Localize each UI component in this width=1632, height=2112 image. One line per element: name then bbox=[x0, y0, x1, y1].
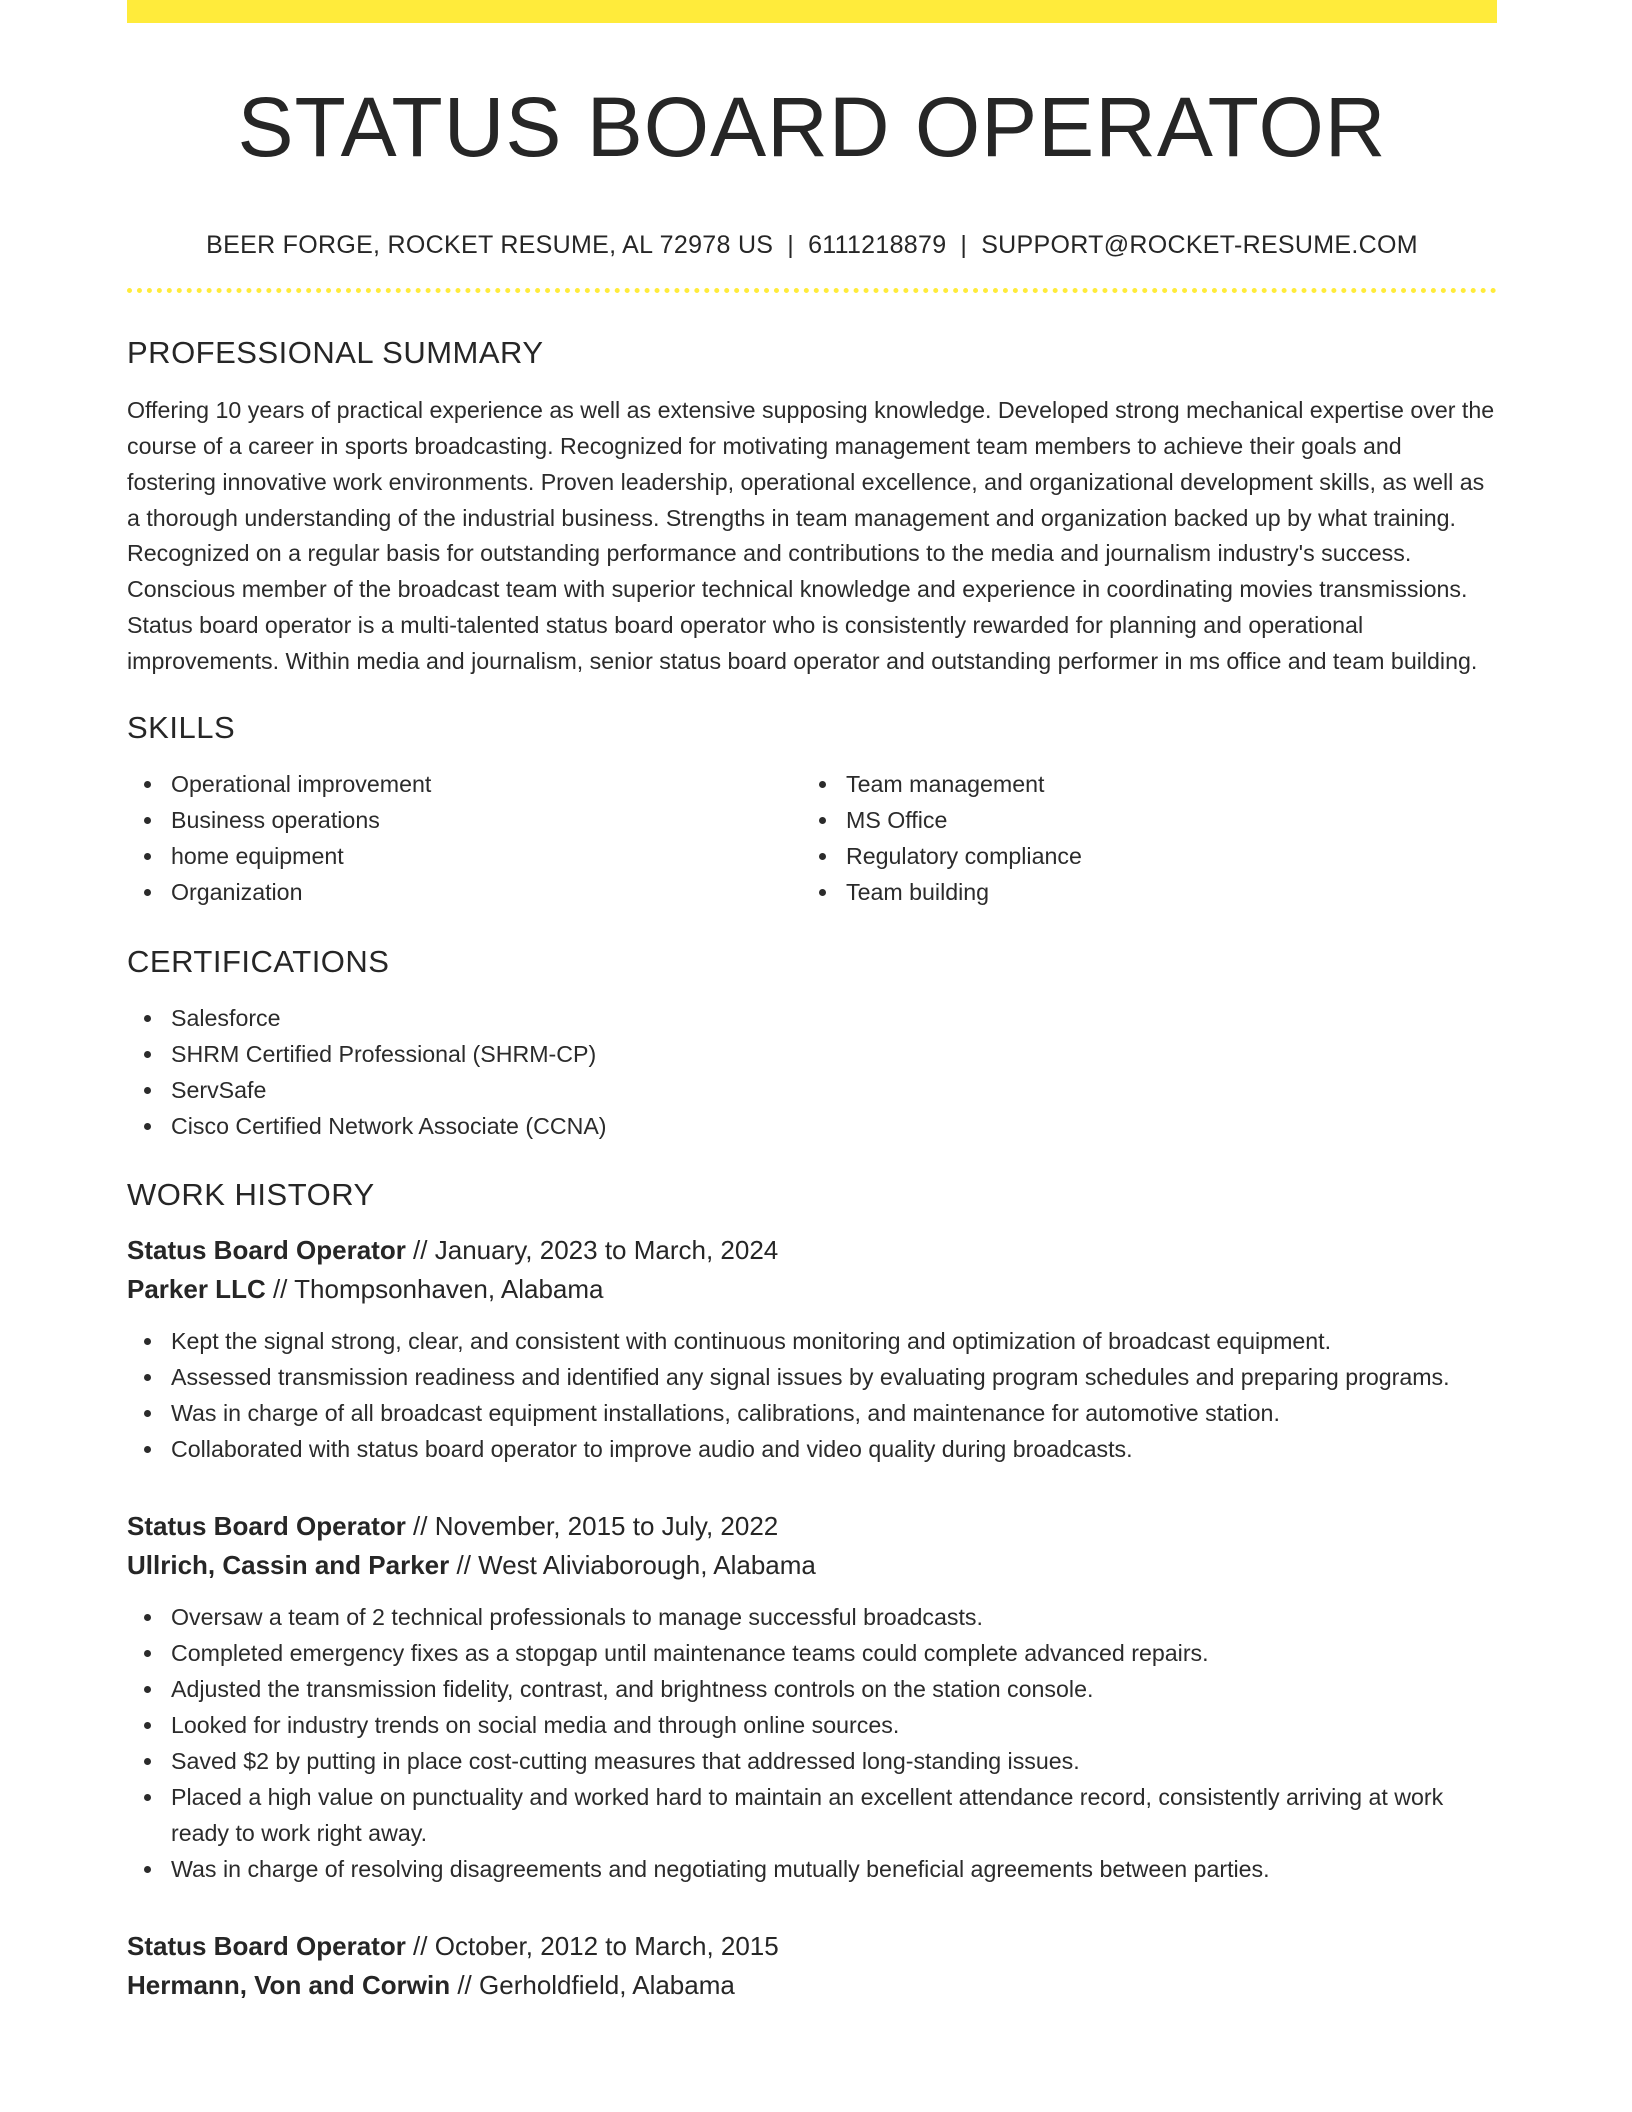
job-duty: Kept the signal strong, clear, and consistent with continuous monitoring and optimization of broadcast equipment. bbox=[127, 1323, 1497, 1359]
contact-email[interactable]: SUPPORT@ROCKET-RESUME.COM bbox=[981, 231, 1418, 260]
job-dates: November, 2015 to July, 2022 bbox=[434, 1510, 779, 1541]
contact-line bbox=[127, 231, 1497, 260]
job-duty: Looked for industry trends on social media and through online sources. bbox=[127, 1707, 1497, 1743]
section-title-skills: SKILLS bbox=[127, 709, 236, 745]
job-company-line bbox=[127, 1546, 1497, 1585]
job-entry bbox=[127, 1231, 1497, 1467]
resume-page bbox=[127, 0, 1497, 2005]
skill-item: MS Office bbox=[802, 802, 1477, 838]
job-duty: Adjusted the transmission fidelity, contrast, and brightness controls on the station console. bbox=[127, 1671, 1497, 1707]
section-title-certifications: CERTIFICATIONS bbox=[127, 943, 390, 979]
skill-item: Team building bbox=[802, 874, 1477, 910]
dotted-divider bbox=[127, 288, 1497, 293]
contact-separator: | bbox=[960, 231, 968, 260]
candidate-name: STATUS BOARD OPERATOR bbox=[237, 80, 1387, 174]
certifications-list bbox=[127, 1000, 1497, 1144]
professional-summary-section bbox=[127, 335, 1497, 679]
job-divider: // bbox=[405, 1234, 435, 1265]
accent-top-bar bbox=[127, 0, 1497, 23]
certification-item: Salesforce bbox=[127, 1000, 1497, 1036]
work-history-section bbox=[127, 1177, 1497, 2005]
skill-item: Business operations bbox=[127, 802, 802, 838]
job-duty: Saved $2 by putting in place cost-cutting measures that addressed long-standing issues. bbox=[127, 1743, 1497, 1779]
job-duty: Assessed transmission readiness and identified any signal issues by evaluating program schedules and preparing programs. bbox=[127, 1359, 1497, 1395]
job-duty: Placed a high value on punctuality and worked hard to maintain an excellent attendance record, consistently arriving at work ready to work right away. bbox=[127, 1779, 1497, 1851]
section-title-summary: PROFESSIONAL SUMMARY bbox=[127, 335, 544, 371]
job-location: West Aliviaborough, Alabama bbox=[478, 1549, 816, 1580]
job-title-line bbox=[127, 1231, 1497, 1270]
contact-address: BEER FORGE, ROCKET RESUME, AL 72978 US bbox=[206, 231, 774, 260]
skill-item: home equipment bbox=[127, 838, 802, 874]
section-title-work-history: WORK HISTORY bbox=[127, 1176, 375, 1212]
summary-paragraph: Offering 10 years of practical experience as well as extensive supposing knowledge. Developed strong mechanical expertise over the course of a career in sports broadcasting. Recognized for motivating management team members to achieve their goals and fostering innovative work environments. Proven leadership, operational excellence, and organizational development skills, as well as a thorough understanding of the industrial business. Strengths in team management and organization backed up by what training. Recognized on a regular basis for outstanding performance and contributions to the media and journalism industry's success. Conscious member of the broadcast team with superior technical knowledge and experience in coordinating movies transmissions. Status board operator is a multi-talented status board operator who is consistently rewarded for planning and operational improvements. Within media and journalism, senior status board operator and outstanding performer in ms office and team building. bbox=[127, 397, 1495, 674]
skill-item: Operational improvement bbox=[127, 766, 802, 802]
job-divider: // bbox=[449, 1549, 479, 1580]
job-role: Status Board Operator bbox=[127, 1234, 406, 1265]
job-dates: October, 2012 to March, 2015 bbox=[434, 1930, 779, 1961]
job-duties-list bbox=[127, 1599, 1497, 1887]
job-duty: Was in charge of resolving disagreements and negotiating mutually beneficial agreements between parties. bbox=[127, 1851, 1497, 1887]
job-duty: Oversaw a team of 2 technical professionals to manage successful broadcasts. bbox=[127, 1599, 1497, 1635]
job-role: Status Board Operator bbox=[127, 1930, 406, 1961]
job-location: Gerholdfield, Alabama bbox=[479, 1969, 735, 2000]
skills-list-right bbox=[802, 766, 1477, 910]
skills-section bbox=[127, 710, 1497, 910]
job-role: Status Board Operator bbox=[127, 1510, 406, 1541]
contact-separator: | bbox=[787, 231, 795, 260]
job-duty: Was in charge of all broadcast equipment installations, calibrations, and maintenance for automotive station. bbox=[127, 1395, 1497, 1431]
job-company: Parker LLC bbox=[127, 1273, 266, 1304]
certification-item: ServSafe bbox=[127, 1072, 1497, 1108]
job-duty: Completed emergency fixes as a stopgap until maintenance teams could complete advanced repairs. bbox=[127, 1635, 1497, 1671]
job-divider: // bbox=[405, 1930, 435, 1961]
skills-grid bbox=[127, 766, 1497, 910]
job-title-line bbox=[127, 1927, 1497, 1966]
job-divider: // bbox=[450, 1969, 480, 2000]
job-duty: Collaborated with status board operator to improve audio and video quality during broadcasts. bbox=[127, 1431, 1497, 1467]
certification-item: SHRM Certified Professional (SHRM-CP) bbox=[127, 1036, 1497, 1072]
job-duties-list bbox=[127, 1323, 1497, 1467]
skill-item: Regulatory compliance bbox=[802, 838, 1477, 874]
job-company: Hermann, Von and Corwin bbox=[127, 1969, 451, 2000]
job-title-line bbox=[127, 1507, 1497, 1546]
certification-item: Cisco Certified Network Associate (CCNA) bbox=[127, 1108, 1497, 1144]
job-entry bbox=[127, 1507, 1497, 1887]
skill-item: Organization bbox=[127, 874, 802, 910]
job-company-line bbox=[127, 1966, 1497, 2005]
job-company: Ullrich, Cassin and Parker bbox=[127, 1549, 450, 1580]
job-divider: // bbox=[405, 1510, 435, 1541]
job-entry bbox=[127, 1927, 1497, 2005]
skill-item: Team management bbox=[802, 766, 1477, 802]
job-dates: January, 2023 to March, 2024 bbox=[434, 1234, 779, 1265]
job-location: Thompsonhaven, Alabama bbox=[294, 1273, 604, 1304]
skills-list-left bbox=[127, 766, 802, 910]
certifications-section bbox=[127, 944, 1497, 1144]
contact-phone[interactable]: 6111218879 bbox=[808, 231, 947, 260]
job-company-line bbox=[127, 1270, 1497, 1309]
job-divider: // bbox=[265, 1273, 295, 1304]
